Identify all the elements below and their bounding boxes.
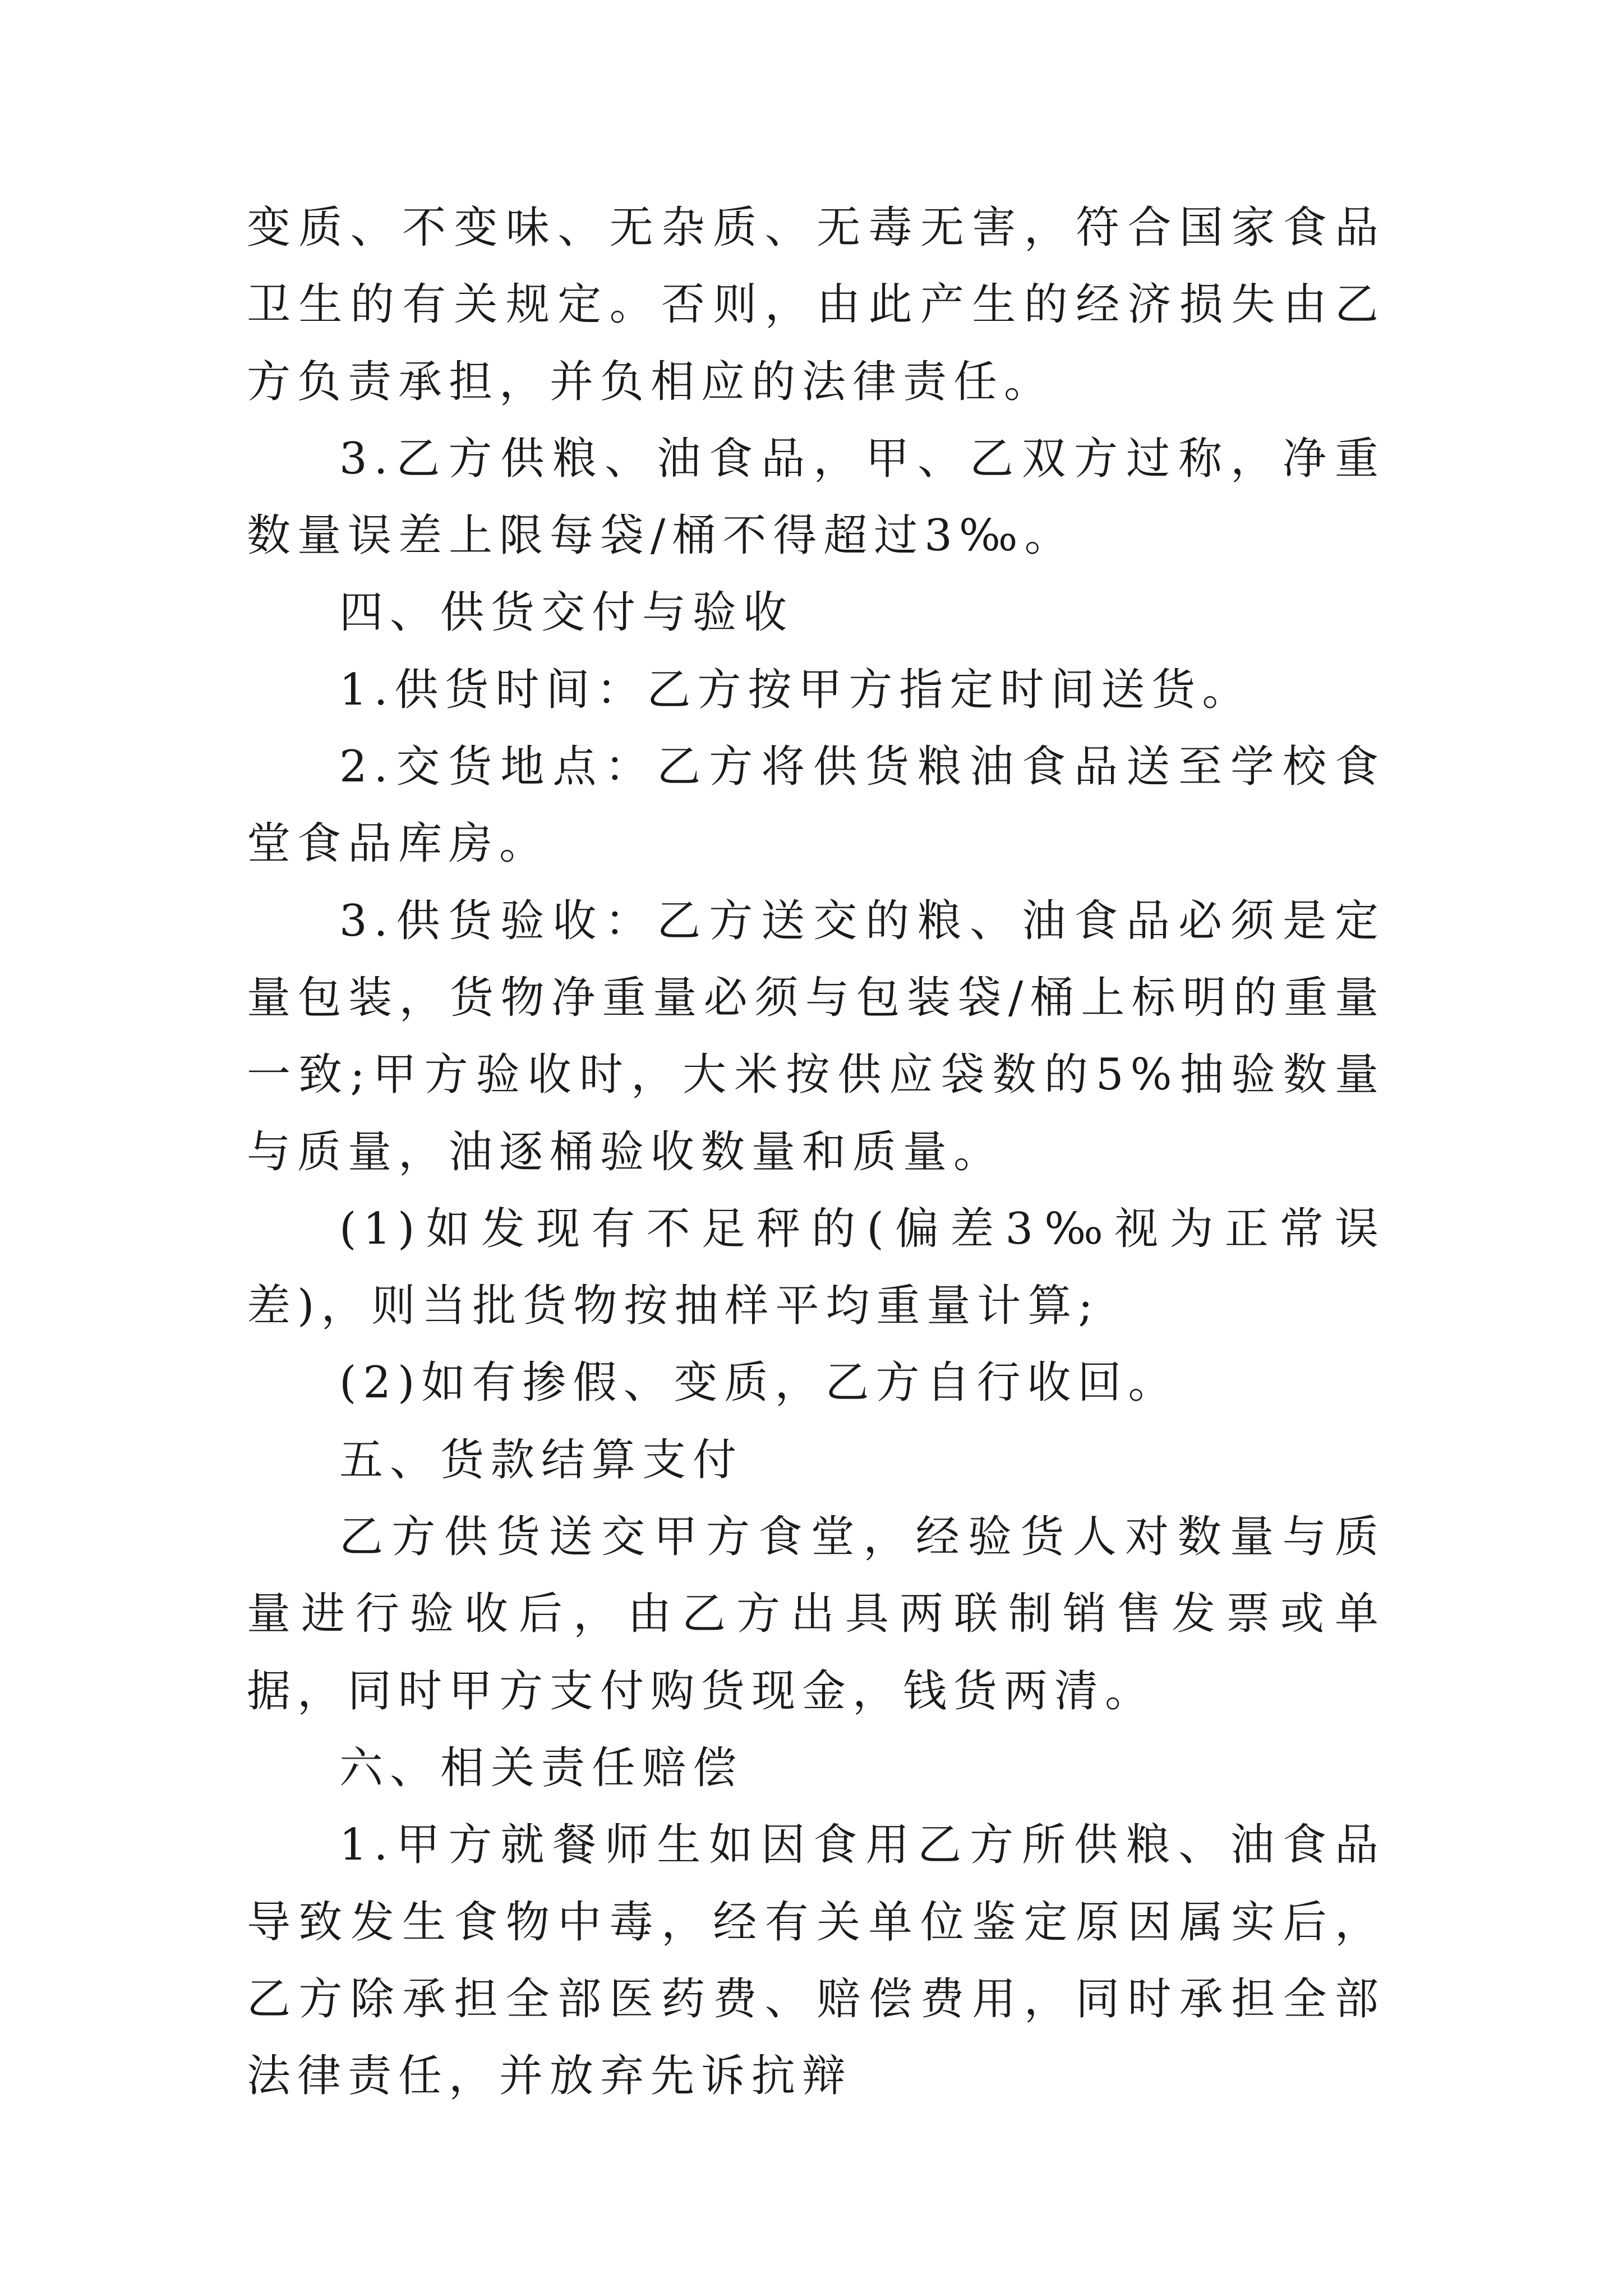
paragraph-short-weight-clause: (1)如发现有不足秤的(偏差3‰视为正常误差)，则当批货物按抽样平均重量计算; <box>247 1203 1385 1332</box>
paragraph-delivery-inspection: 3.供货验收：乙方送交的粮、油食品必须是定量包装，货物净重量必须与包装袋/桶上标明的重量一致;甲方验收时，大米按供应袋数的5%抽验数量与质量，油逐桶验收数量和质量。 <box>247 895 1385 1177</box>
paragraph-delivery-location: 2.交货地点：乙方将供货粮油食品送至学校食堂食品库房。 <box>247 742 1385 869</box>
section-heading-payment: 五、货款结算支付 <box>339 1434 744 1485</box>
section-heading-liability-compensation: 六、相关责任赔偿 <box>339 1742 744 1793</box>
paragraph-weight-tolerance: 3.乙方供粮、油食品，甲、乙双方过称，净重数量误差上限每袋/桶不得超过3‰。 <box>247 433 1385 562</box>
paragraph-food-poisoning-liability: 1.甲方就餐师生如因食用乙方所供粮、油食品导致发生食物中毒，经有关单位鉴定原因属实后，乙方除承担全部医药费、赔偿费用，同时承担全部法律责任，并放弃先诉抗辩 <box>247 1820 1385 2102</box>
paragraph-payment-terms: 乙方供货送交甲方食堂，经验货人对数量与质量进行验收后，由乙方出具两联制销售发票或单据，同时甲方支付购货现金，钱货两清。 <box>247 1512 1385 1717</box>
paragraph-delivery-time: 1.供货时间：乙方按甲方指定时间送货。 <box>339 664 1253 715</box>
paragraph-adulteration-clause: (2)如有掺假、变质，乙方自行收回。 <box>339 1358 1179 1409</box>
paragraph-food-safety-liability: 变质、不变味、无杂质、无毒无害，符合国家食品卫生的有关规定。否则，由此产生的经济损失由乙方负责承担，并负相应的法律责任。 <box>247 203 1385 407</box>
document-body <box>247 190 1385 2115</box>
section-heading-delivery-acceptance: 四、供货交付与验收 <box>339 587 794 638</box>
